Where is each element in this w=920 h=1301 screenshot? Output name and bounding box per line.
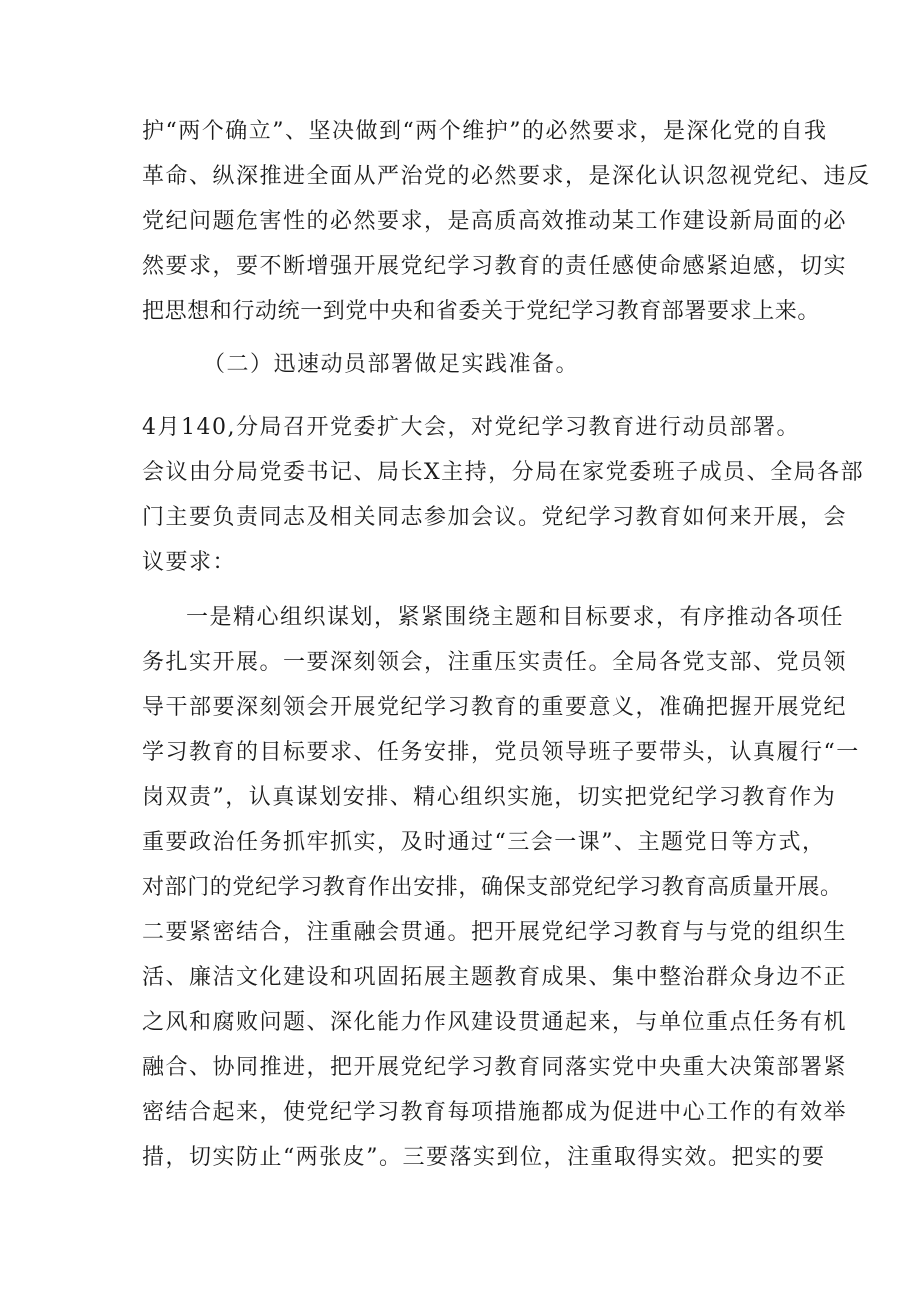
text-line: 措，切实防止“两张皮”。三要落实到位，注重取得实效。把实的要 bbox=[142, 1145, 826, 1170]
text-line: 4月140,分局召开党委扩大会，对党纪学习教育进行动员部署。 bbox=[142, 415, 800, 440]
text-line: 然要求，要不断增强开展党纪学习教育的责任感使命感紧迫感，切实 bbox=[142, 254, 848, 279]
text-line: 重要政治任务抓牢抓实，及时通过“三会一课”、主题党日等方式， bbox=[142, 830, 826, 855]
text-line: 对部门的党纪学习教育作出安排，确保支部党纪学习教育高质量开展。 bbox=[142, 875, 843, 900]
text-line: 务扎实开展。一要深刻领会，注重压实责任。全局各党支部、党员领 bbox=[142, 650, 848, 675]
text-line: 密结合起来，使党纪学习教育每项措施都成为促进中心工作的有效举 bbox=[142, 1100, 848, 1125]
text-line: 岗双责”，认真谋划安排、精心组织实施，切实把党纪学习教育作为 bbox=[142, 785, 837, 810]
section-heading: （二）迅速动员部署做足实践准备。 bbox=[203, 352, 580, 377]
text-line: 之风和腐败问题、深化能力作风建设贯通起来，与单位重点任务有机 bbox=[142, 1010, 848, 1035]
text-line: 学习教育的目标要求、任务安排，党员领导班子要带头，认真履行“一 bbox=[142, 740, 860, 765]
text-line: 融合、协同推进，把开展党纪学习教育同落实党中央重大决策部署紧 bbox=[142, 1055, 848, 1080]
text-line: 一是精心组织谋划，紧紧围绕主题和目标要求，有序推动各项任 bbox=[186, 605, 845, 630]
text-line: 二要紧密结合，注重融会贯通。把开展党纪学习教育与与党的组织生 bbox=[142, 920, 848, 945]
text-line: 革命、纵深推进全面从严治党的必然要求，是深化认识忽视党纪、违反 bbox=[142, 164, 871, 189]
text-line: 把思想和行动统一到党中央和省委关于党纪学习教育部署要求上来。 bbox=[142, 299, 821, 324]
text-line: 导干部要深刻领会开展党纪学习教育的重要意义，准确把握开展党纪 bbox=[142, 695, 848, 720]
text-line: 议要求： bbox=[142, 550, 237, 575]
text-line: 护“两个确立”、坚决做到“两个维护”的必然要求，是深化党的自我 bbox=[142, 119, 828, 144]
text-line: 党纪问题危害性的必然要求，是高质高效推动某工作建设新局面的必 bbox=[142, 209, 848, 234]
text-line: 活、廉洁文化建设和巩固拓展主题教育成果、集中整治群众身边不正 bbox=[142, 965, 848, 990]
text-line: 门主要负责同志及相关同志参加会议。党纪学习教育如何来开展，会 bbox=[142, 505, 848, 530]
text-line: 会议由分局党委书记、局长X主持，分局在家党委班子成员、全局各部 bbox=[142, 460, 865, 485]
